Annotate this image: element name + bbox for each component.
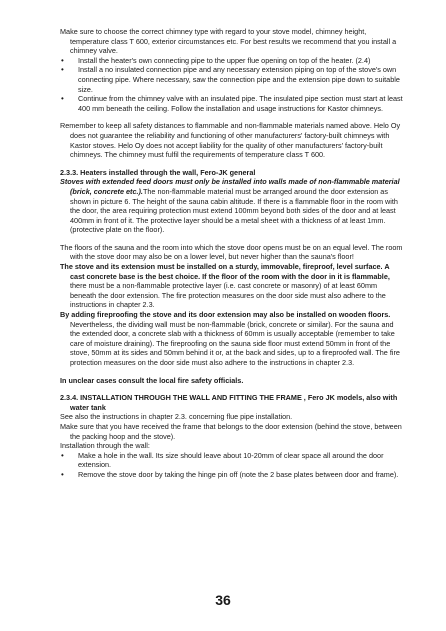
bullet-icon: • [61, 450, 64, 460]
list-item: • Install the heater's own connecting pipe to the upper flue opening on top of the heater. (2.4) [61, 55, 371, 65]
frame-check-line: Make sure that you have received the frame that belongs to the door extension (behind the stove, between the packing hoop and the stove). [60, 421, 402, 441]
door-extension-paragraph: Stoves with extended feed doors must only be installed into walls made of non-flammable material (brick, concrete etc.).The non-flammable material must be arranged around the door extension as shown in picture 6. The height of the sauna cabin altitude. If there is a flammable floor in the room with the door, the area requiring protection must extend 100mm beyond both sides of the door and at least 400mm in front of it. The protective layer should be a metal sheet with a thickness of at least 1mm. [60, 177, 400, 225]
flue-instructions-line: See also the instructions in chapter 2.3. concerning flue pipe installation. [60, 412, 293, 422]
list-item: • Remove the stove door by taking the hinge pin off (note the 2 base plates between door and frame). [61, 469, 399, 479]
page-number: 36 [215, 592, 231, 608]
bullet-icon: • [61, 55, 64, 65]
base-requirements-paragraph: The stove and its extension must be installed on a sturdy, immovable, fireproof, level surface. A cast concrete base is the best choice. If the floor of the room with the door in it is flammable, there must be a non-flammable protective layer (i.e. cast concrete or masonry) of at least 60mm beneath the door extension. The fire protection measures on the door side must also adhere to the instructions in chapter 2.3. [60, 262, 390, 310]
safety-distance-paragraph: Remember to keep all safety distances to flammable and non-flammable materials named above. Helo Oy does not guarantee the reliability and functioning of other manufacturers' factory-built chimneys with Kastor stoves. Helo Oy does not accept liability for the quality of other manufacturers' factory-built chimneys. The chimney must fulfil the requirements of temperature class T 600. [60, 121, 401, 160]
intro-paragraph: Make sure to choose the correct chimney type with regard to your stove model, chimney height, temperature class T 600, exterior circumstances etc. For best results we recommend that you install a chimney valve. [60, 27, 397, 56]
installation-bullet-list [60, 451, 404, 480]
bullet-icon: • [61, 65, 64, 75]
bullet-icon: • [61, 469, 64, 479]
section-heading-2-3-3: 2.3.3. Heaters installed through the wall, Fero-JK general [60, 167, 256, 177]
floor-level-paragraph: The floors of the sauna and the room into which the stove door opens must be on an equal level. The room with the stove door may also be on a lower level, but never higher than the sauna's floor! [60, 242, 403, 262]
fire-safety-note: In unclear cases consult the local fire safety officials. [60, 375, 244, 385]
list-item: • Make a hole in the wall. Its size should leave about 10-20mm of clear space all around the door extension. [61, 450, 384, 470]
wooden-floor-paragraph: By adding fireproofing the stove and its door extension may also be installed on wooden floors. Nevertheless, the dividing wall must be non-flammable (brick, concrete or similar). For the sauna and the extended door, a concrete slab with a thickness of 60mm is usually acceptable (remember to take care of moisture draining). The fireproofing on the sauna side floor must extend 50mm in front of the stove, 50mm at its sides and 50mm behind it or, at the back and sides, up to a fireproofed wall. The fire protection measures on the door side must also adhere to the instructions in chapter 2.3. [60, 310, 400, 367]
list-item: • Continue from the chimney valve with an insulated pipe. The insulated pipe section must start at least 400 mm beneath the ceiling. Follow the installation and usage instructions for Kastor chimneys. [61, 94, 403, 113]
section-heading-2-3-4: 2.3.4. INSTALLATION THROUGH THE WALL AND FITTING THE FRAME , Fero JK models, also with water tank [60, 393, 398, 412]
bullet-icon: • [61, 94, 64, 104]
intro-bullet-list [60, 56, 404, 114]
list-item: • Install a no insulated connection pipe and any necessary extension piping on top of the stove's own connecting pipe. Where necessary, saw the connection pipe and the extension pipe down to suitable size. [61, 65, 400, 94]
installation-heading-line: Installation through the wall: [60, 441, 150, 451]
protective-plate-note: (protective plate on the floor). [70, 225, 165, 235]
